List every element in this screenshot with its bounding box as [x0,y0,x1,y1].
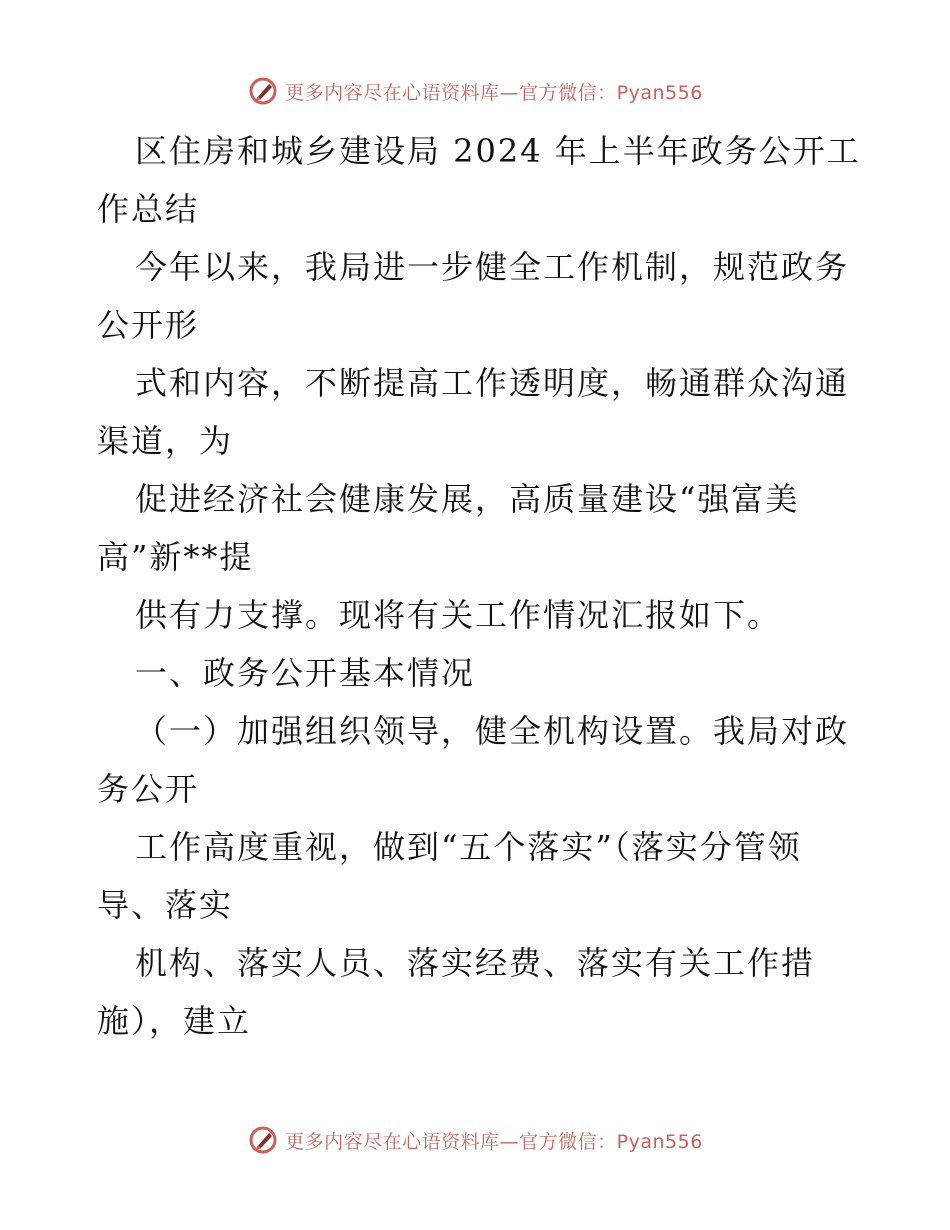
footer-watermark-banner [0,1120,950,1160]
document-line: 作总结 [97,190,200,228]
wechat-handle: Pyan556 [616,81,703,104]
document-body [97,122,867,1050]
wechat-handle: Pyan556 [616,1130,703,1153]
header-watermark-banner [0,71,950,111]
document-line: 式和内容，不断提高工作透明度，畅通群众沟通 [135,364,850,402]
document-line: （一）加强组织领导，健全机构设置。我局对政 [135,712,850,750]
document-line: 供有力支撑。现将有关工作情况汇报如下。 [135,596,782,634]
quill-pen-icon [247,1124,279,1156]
document-line: 渠道，为 [97,422,234,460]
document-line: 高”新**提 [97,538,254,576]
document-line: 务公开 [97,770,200,808]
document-line: 导、落实 [97,886,234,924]
document-line: 一、政务公开基本情况 [135,654,476,692]
document-line: 施），建立 [97,1002,252,1040]
document-line: 今年以来，我局进一步健全工作机制，规范政务 [135,248,850,286]
document-line: 促进经济社会健康发展，高质量建设“强富美 [135,480,800,518]
document-line: 工作高度重视，做到“五个落实”（落实分管领 [135,828,802,866]
banner-text: 更多内容尽在心语资料库—官方微信：Pyan556 [285,81,703,104]
document-line: 公开形 [97,306,200,344]
banner-text: 更多内容尽在心语资料库—官方微信：Pyan556 [285,1130,703,1153]
document-line: 区住房和城乡建设局 2024 年上半年政务公开工 [135,132,861,170]
quill-pen-icon [247,75,279,107]
document-line: 机构、落实人员、落实经费、落实有关工作措 [135,944,816,982]
